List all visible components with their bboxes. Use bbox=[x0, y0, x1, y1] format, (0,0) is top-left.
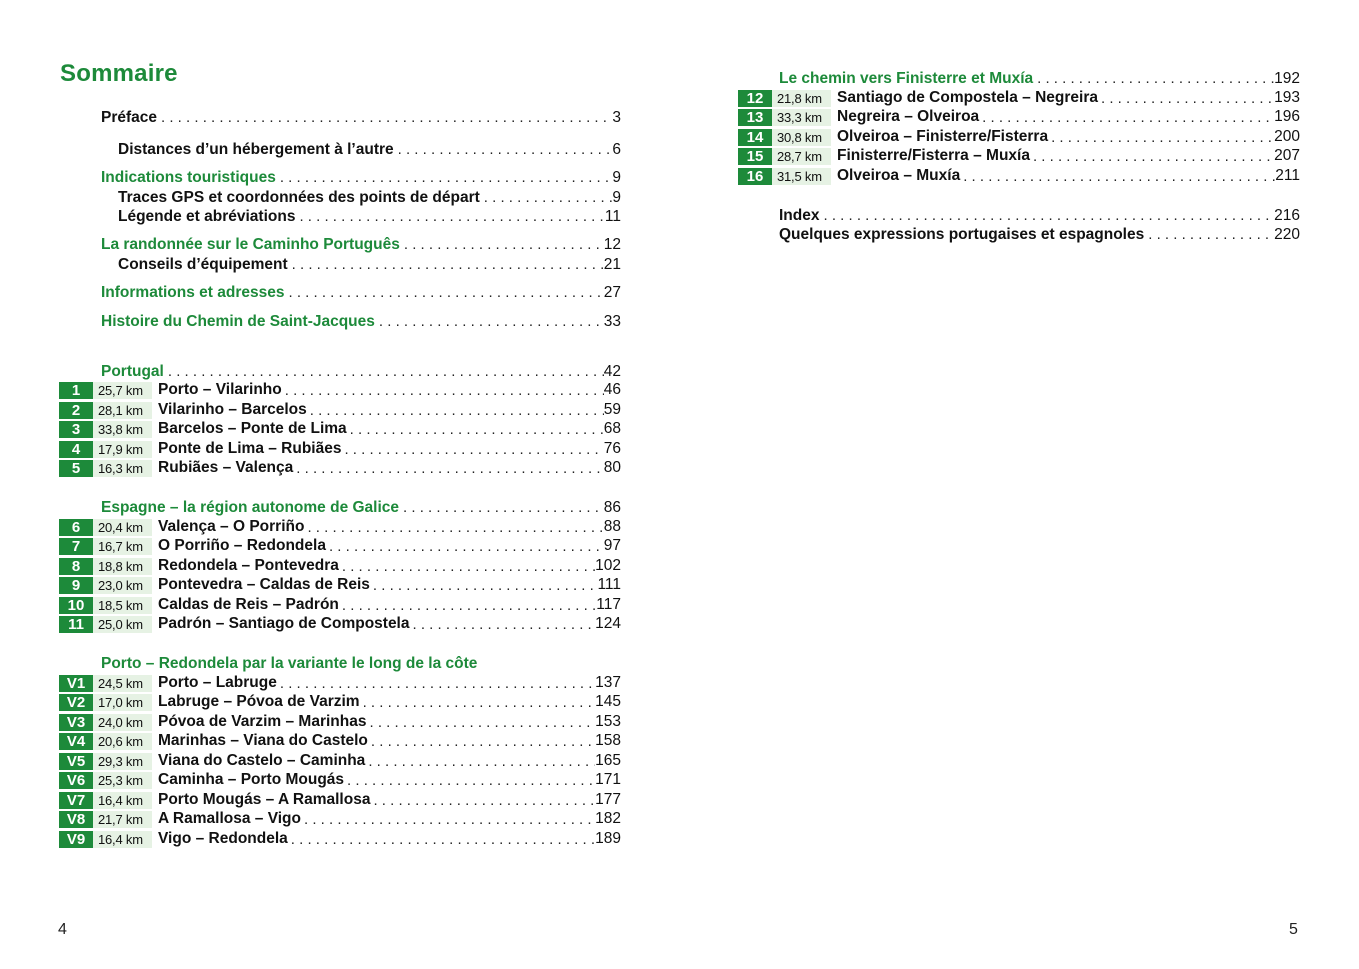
stage-distance: 20,6 km bbox=[93, 733, 152, 750]
stage-row[interactable] bbox=[59, 615, 621, 633]
dot-leader bbox=[344, 772, 595, 789]
stage-page: 211 bbox=[1275, 167, 1300, 184]
dot-leader bbox=[960, 168, 1275, 185]
dot-leader bbox=[307, 402, 604, 419]
stage-number: 3 bbox=[59, 421, 93, 438]
dot-leader bbox=[293, 460, 603, 477]
dot-leader bbox=[164, 362, 604, 381]
stage-route: Finisterre/Fisterra – Muxía bbox=[837, 147, 1030, 164]
toc-entry-page: 12 bbox=[603, 236, 621, 253]
stage-distance: 16,3 km bbox=[93, 460, 152, 477]
stage-distance: 21,8 km bbox=[772, 90, 831, 107]
stage-page: 124 bbox=[595, 615, 621, 632]
toc-entry-label: Index bbox=[779, 207, 820, 224]
dot-leader bbox=[394, 140, 613, 159]
toc-entry-informations[interactable] bbox=[101, 283, 621, 302]
stage-row[interactable] bbox=[738, 89, 1300, 107]
dot-leader bbox=[276, 168, 613, 187]
stage-page: 102 bbox=[595, 557, 621, 574]
stage-number: V9 bbox=[59, 831, 93, 848]
stage-route: Viana do Castelo – Caminha bbox=[158, 752, 366, 769]
stage-row[interactable] bbox=[59, 459, 621, 477]
stage-page: 80 bbox=[603, 459, 621, 476]
section-heading-page: 86 bbox=[603, 499, 621, 516]
section-heading-label: Porto – Redondela par la variante le long de la côte bbox=[101, 655, 478, 672]
stage-distance: 28,1 km bbox=[93, 402, 152, 419]
stage-distance: 17,0 km bbox=[93, 694, 152, 711]
stage-page: 165 bbox=[595, 752, 621, 769]
stage-page: 117 bbox=[596, 596, 621, 613]
stage-row[interactable] bbox=[59, 596, 621, 614]
stage-page: 46 bbox=[603, 381, 621, 398]
stage-route: Porto Mougás – A Ramallosa bbox=[158, 791, 371, 808]
stage-number: 2 bbox=[59, 402, 93, 419]
dot-leader bbox=[370, 577, 598, 594]
stage-route: Caminha – Porto Mougás bbox=[158, 771, 345, 788]
dot-leader bbox=[365, 753, 595, 770]
section-heading-variante[interactable] bbox=[101, 654, 621, 673]
stage-row[interactable] bbox=[738, 108, 1300, 126]
dot-leader bbox=[1048, 129, 1274, 146]
dot-leader bbox=[347, 421, 604, 438]
stage-distance: 33,3 km bbox=[772, 109, 831, 126]
stage-page: 111 bbox=[597, 576, 621, 593]
stage-row[interactable] bbox=[59, 537, 621, 555]
section-heading-espagne[interactable] bbox=[101, 498, 621, 517]
stage-distance: 30,8 km bbox=[772, 129, 831, 146]
dot-leader bbox=[1033, 69, 1274, 88]
stage-distance: 29,3 km bbox=[93, 753, 152, 770]
stage-route: Redondela – Pontevedra bbox=[158, 557, 339, 574]
toc-entry-page: 6 bbox=[612, 141, 621, 158]
toc-entry-page: 27 bbox=[603, 284, 621, 301]
stage-route: Vilarinho – Barcelos bbox=[158, 401, 307, 418]
stage-route: Padrón – Santiago de Compostela bbox=[158, 615, 410, 632]
stage-number: V4 bbox=[59, 733, 93, 750]
section-heading-page: 42 bbox=[603, 363, 621, 380]
stage-row[interactable] bbox=[738, 128, 1300, 146]
stage-route: Póvoa de Varzim – Marinhas bbox=[158, 713, 367, 730]
stage-distance: 25,0 km bbox=[93, 616, 152, 633]
stage-route: A Ramallosa – Vigo bbox=[158, 810, 301, 827]
section-heading-label: Espagne – la région autonome de Galice bbox=[101, 499, 400, 516]
stage-distance: 24,0 km bbox=[93, 714, 152, 731]
toc-entry-gps[interactable] bbox=[118, 188, 621, 207]
stage-distance: 20,4 km bbox=[93, 519, 152, 536]
dot-leader bbox=[284, 283, 603, 302]
toc-entry-label: Quelques expressions portugaises et espagnoles bbox=[779, 226, 1145, 243]
stage-page: 68 bbox=[603, 420, 621, 437]
toc-entry-label: Indications touristiques bbox=[101, 169, 276, 186]
stage-number: 1 bbox=[59, 382, 93, 399]
section-heading-portugal[interactable] bbox=[101, 362, 621, 381]
toc-entry-label: Traces GPS et coordonnées des points de départ bbox=[118, 189, 480, 206]
stage-number: 5 bbox=[59, 460, 93, 477]
toc-entry-randonnee[interactable] bbox=[101, 235, 621, 254]
stage-row[interactable] bbox=[59, 576, 621, 594]
stage-row[interactable] bbox=[59, 791, 621, 809]
toc-entry-histoire[interactable] bbox=[101, 312, 621, 331]
stage-page: 97 bbox=[603, 537, 621, 554]
toc-entry-label: Préface bbox=[101, 109, 158, 126]
stage-number: V8 bbox=[59, 811, 93, 828]
section-heading-page: 192 bbox=[1274, 70, 1300, 87]
dot-leader bbox=[282, 382, 604, 399]
stage-page: 158 bbox=[595, 732, 621, 749]
toc-entry-index[interactable] bbox=[779, 206, 1300, 225]
stage-route: Labruge – Póvoa de Varzim bbox=[158, 693, 360, 710]
toc-entry-page: 33 bbox=[603, 313, 621, 330]
dot-leader bbox=[341, 441, 603, 458]
toc-entry-label: Informations et adresses bbox=[101, 284, 285, 301]
stage-page: 200 bbox=[1274, 128, 1300, 145]
stage-row[interactable] bbox=[738, 167, 1300, 185]
stage-page: 182 bbox=[595, 810, 621, 827]
stage-page: 193 bbox=[1274, 89, 1300, 106]
stage-distance: 17,9 km bbox=[93, 441, 152, 458]
stage-route: Valença – O Porriño bbox=[158, 518, 305, 535]
stage-number: 16 bbox=[738, 168, 772, 185]
stage-row[interactable] bbox=[59, 713, 621, 731]
stage-page: 88 bbox=[603, 518, 621, 535]
page-number-right: 5 bbox=[1289, 921, 1298, 938]
stage-distance: 33,8 km bbox=[93, 421, 152, 438]
stage-distance: 24,5 km bbox=[93, 675, 152, 692]
stage-distance: 21,7 km bbox=[93, 811, 152, 828]
dot-leader bbox=[326, 538, 604, 555]
stage-distance: 31,5 km bbox=[772, 168, 831, 185]
stage-row[interactable] bbox=[59, 381, 621, 399]
stage-distance: 16,7 km bbox=[93, 538, 152, 555]
dot-leader bbox=[304, 519, 603, 536]
stage-number: 15 bbox=[738, 148, 772, 165]
dot-leader bbox=[819, 206, 1274, 225]
dot-leader bbox=[301, 811, 595, 828]
toc-entry-distances[interactable] bbox=[118, 140, 621, 159]
stage-number: 14 bbox=[738, 129, 772, 146]
dot-leader bbox=[339, 558, 595, 575]
stage-page: 189 bbox=[595, 830, 621, 847]
stage-row[interactable] bbox=[59, 401, 621, 419]
stage-row[interactable] bbox=[59, 732, 621, 750]
stage-distance: 28,7 km bbox=[772, 148, 831, 165]
dot-leader bbox=[368, 733, 595, 750]
stage-row[interactable] bbox=[59, 771, 621, 789]
toc-entry-conseils[interactable] bbox=[118, 255, 621, 274]
stage-row[interactable] bbox=[59, 518, 621, 536]
stage-route: Barcelos – Ponte de Lima bbox=[158, 420, 347, 437]
stage-page: 76 bbox=[603, 440, 621, 457]
stage-route: Rubiães – Valença bbox=[158, 459, 294, 476]
page-number-left: 4 bbox=[58, 921, 67, 938]
stage-number: 12 bbox=[738, 90, 772, 107]
toc-entry-label: Légende et abréviations bbox=[118, 208, 296, 225]
stage-route: Caldas de Reis – Padrón bbox=[158, 596, 339, 613]
stage-route: Olveiroa – Muxía bbox=[837, 167, 961, 184]
page-title: Sommaire bbox=[60, 60, 178, 87]
stage-number: V2 bbox=[59, 694, 93, 711]
dot-leader bbox=[1030, 148, 1274, 165]
stage-route: Santiago de Compostela – Negreira bbox=[837, 89, 1098, 106]
dot-leader bbox=[339, 597, 596, 614]
toc-entry-label: Conseils d’équipement bbox=[118, 256, 288, 273]
stage-route: Porto – Labruge bbox=[158, 674, 277, 691]
stage-row[interactable] bbox=[59, 830, 621, 848]
stage-distance: 25,3 km bbox=[93, 772, 152, 789]
dot-leader bbox=[295, 207, 604, 226]
stage-number: 11 bbox=[59, 616, 93, 633]
dot-leader bbox=[375, 312, 604, 331]
section-heading-finisterre[interactable] bbox=[779, 69, 1300, 88]
stage-route: Porto – Vilarinho bbox=[158, 381, 282, 398]
dot-leader bbox=[288, 255, 604, 274]
stage-number: 6 bbox=[59, 519, 93, 536]
dot-leader bbox=[360, 694, 596, 711]
stage-page: 171 bbox=[595, 771, 621, 788]
stage-page: 196 bbox=[1274, 108, 1300, 125]
dot-leader bbox=[410, 616, 596, 633]
stage-row[interactable] bbox=[738, 147, 1300, 165]
dot-leader bbox=[1144, 225, 1274, 244]
stage-number: 10 bbox=[59, 597, 93, 614]
toc-entry-page: 9 bbox=[612, 189, 621, 206]
toc-entry-label: La randonnée sur le Caminho Português bbox=[101, 236, 400, 253]
toc-entry-indications[interactable] bbox=[101, 168, 621, 187]
stage-row[interactable] bbox=[59, 420, 621, 438]
stage-number: V3 bbox=[59, 714, 93, 731]
toc-entry-page: 9 bbox=[612, 169, 621, 186]
stage-number: 13 bbox=[738, 109, 772, 126]
stage-distance: 23,0 km bbox=[93, 577, 152, 594]
stage-distance: 18,5 km bbox=[93, 597, 152, 614]
section-heading-label: Le chemin vers Finisterre et Muxía bbox=[779, 70, 1034, 87]
toc-entry-expressions[interactable] bbox=[779, 225, 1300, 244]
stage-row[interactable] bbox=[59, 674, 621, 692]
stage-route: Olveiroa – Finisterre/Fisterra bbox=[837, 128, 1049, 145]
stage-page: 59 bbox=[603, 401, 621, 418]
dot-leader bbox=[370, 792, 595, 809]
stage-route: Negreira – Olveiroa bbox=[837, 108, 980, 125]
dot-leader bbox=[1098, 90, 1274, 107]
stage-number: V1 bbox=[59, 675, 93, 692]
dot-leader bbox=[366, 714, 595, 731]
stage-number: 7 bbox=[59, 538, 93, 555]
stage-route: Pontevedra – Caldas de Reis bbox=[158, 576, 370, 593]
stage-page: 177 bbox=[595, 791, 621, 808]
toc-entry-preface[interactable] bbox=[101, 108, 621, 127]
dot-leader bbox=[400, 235, 604, 254]
stage-number: V7 bbox=[59, 792, 93, 809]
stage-number: V6 bbox=[59, 772, 93, 789]
toc-entry-legende[interactable] bbox=[118, 207, 621, 226]
toc-entry-page: 216 bbox=[1274, 207, 1300, 224]
stage-number: 9 bbox=[59, 577, 93, 594]
dot-leader bbox=[480, 188, 613, 207]
stage-route: Vigo – Redondela bbox=[158, 830, 288, 847]
toc-entry-label: Distances d’un hébergement à l’autre bbox=[118, 141, 394, 158]
toc-entry-page: 220 bbox=[1274, 226, 1300, 243]
stage-page: 145 bbox=[595, 693, 621, 710]
stage-page: 207 bbox=[1274, 147, 1300, 164]
toc-entry-page: 21 bbox=[603, 256, 621, 273]
stage-distance: 16,4 km bbox=[93, 831, 152, 848]
stage-number: 8 bbox=[59, 558, 93, 575]
toc-entry-page: 11 bbox=[604, 208, 621, 225]
stage-page: 137 bbox=[595, 674, 621, 691]
dot-leader bbox=[277, 675, 595, 692]
stage-distance: 16,4 km bbox=[93, 792, 152, 809]
stage-row[interactable] bbox=[59, 557, 621, 575]
stage-row[interactable] bbox=[59, 810, 621, 828]
dot-leader bbox=[979, 109, 1274, 126]
stage-number: V5 bbox=[59, 753, 93, 770]
stage-number: 4 bbox=[59, 441, 93, 458]
stage-route: Marinhas – Viana do Castelo bbox=[158, 732, 368, 749]
toc-entry-page: 3 bbox=[612, 109, 621, 126]
stage-row[interactable] bbox=[59, 752, 621, 770]
dot-leader bbox=[157, 108, 612, 127]
toc-entry-label: Histoire du Chemin de Saint-Jacques bbox=[101, 313, 375, 330]
stage-row[interactable] bbox=[59, 693, 621, 711]
stage-route: O Porriño – Redondela bbox=[158, 537, 326, 554]
section-heading-label: Portugal bbox=[101, 363, 164, 380]
stage-route: Ponte de Lima – Rubiães bbox=[158, 440, 342, 457]
dot-leader bbox=[399, 498, 604, 517]
stage-row[interactable] bbox=[59, 440, 621, 458]
stage-distance: 25,7 km bbox=[93, 382, 152, 399]
dot-leader bbox=[288, 831, 595, 848]
stage-distance: 18,8 km bbox=[93, 558, 152, 575]
stage-page: 153 bbox=[595, 713, 621, 730]
